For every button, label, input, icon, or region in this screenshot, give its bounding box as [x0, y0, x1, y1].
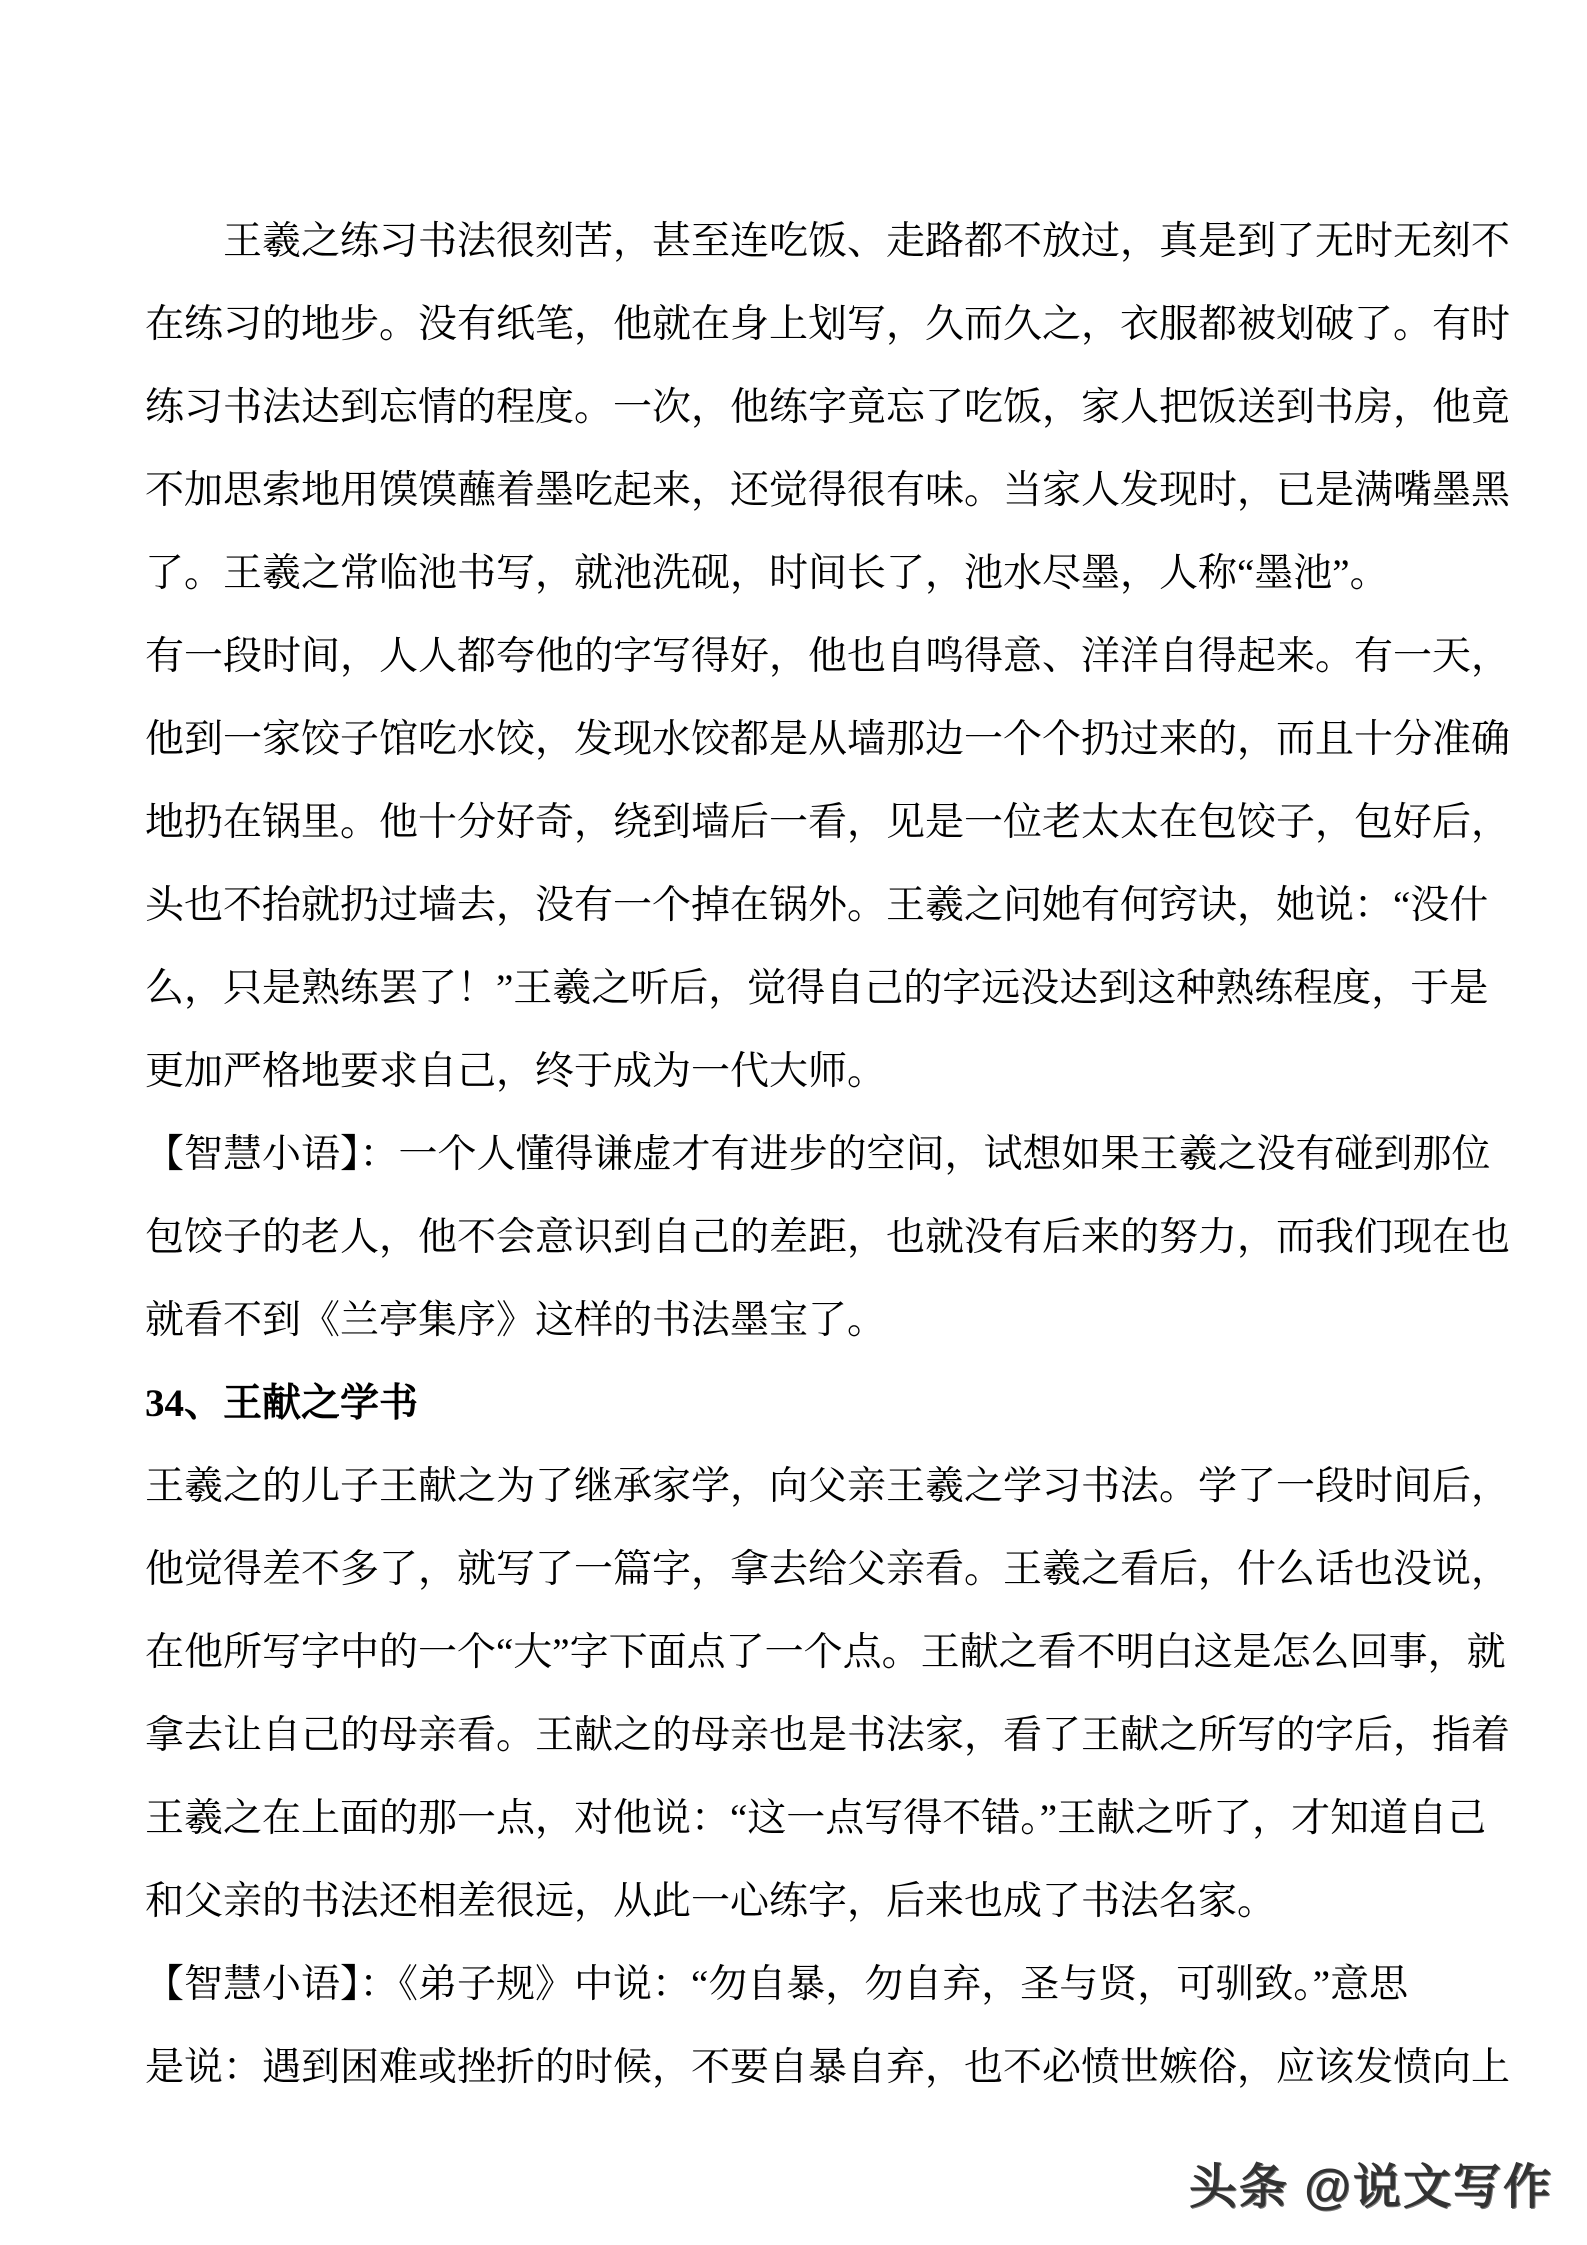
- text-line: 王羲之的儿子王献之为了继承家学，向父亲王羲之学习书法。学了一段时间后，: [145, 1465, 1511, 1508]
- text-line: 和父亲的书法还相差很远，从此一心练字，后来也成了书法名家。: [145, 1880, 1277, 1923]
- text-line: 就看不到《兰亭集序》这样的书法墨宝了。: [145, 1299, 887, 1342]
- text-line: 王羲之练习书法很刻苦，甚至连吃饭、走路都不放过，真是到了无时无刻不: [223, 220, 1511, 263]
- text-line: 他觉得差不多了，就写了一篇字，拿去给父亲看。王羲之看后，什么话也没说，: [145, 1548, 1511, 1591]
- text-line: 在练习的地步。没有纸笔，他就在身上划写，久而久之，衣服都被划破了。有时: [145, 303, 1511, 346]
- section-heading: 34、王献之学书: [145, 1382, 419, 1425]
- text-line: 拿去让自己的母亲看。王献之的母亲也是书法家，看了王献之所写的字后，指着: [145, 1714, 1511, 1757]
- text-line: 他到一家饺子馆吃水饺，发现水饺都是从墙那边一个个扔过来的，而且十分准确: [145, 718, 1511, 761]
- text-line: 在他所写字中的一个“大”字下面点了一个点。王献之看不明白这是怎么回事，就: [145, 1631, 1506, 1674]
- text-line: 了。王羲之常临池书写，就池洗砚，时间长了，池水尽墨，人称“墨池”。: [145, 552, 1389, 595]
- text-line: 是说：遇到困难或挫折的时候，不要自暴自弃，也不必愤世嫉俗，应该发愤向上: [145, 2046, 1511, 2089]
- text-line: 王羲之在上面的那一点，对他说：“这一点写得不错。”王献之听了，才知道自己: [145, 1797, 1487, 1840]
- text-line: 有一段时间，人人都夸他的字写得好，他也自鸣得意、洋洋自得起来。有一天，: [145, 635, 1511, 678]
- text-line: 练习书法达到忘情的程度。一次，他练字竟忘了吃饭，家人把饭送到书房，他竟: [145, 386, 1511, 429]
- text-line: 【智慧小语】：一个人懂得谦虚才有进步的空间，试想如果王羲之没有碰到那位: [145, 1133, 1491, 1176]
- document-body: [145, 200, 1525, 2109]
- text-line: 包饺子的老人，他不会意识到自己的差距，也就没有后来的努力，而我们现在也: [145, 1216, 1511, 1259]
- text-line: 【智慧小语】：《弟子规》中说：“勿自暴，勿自弃，圣与贤，可驯致。”意思: [145, 1963, 1409, 2006]
- text-line: 地扔在锅里。他十分好奇，绕到墙后一看，见是一位老太太在包饺子，包好后，: [145, 801, 1511, 844]
- text-line: 么，只是熟练罢了！”王羲之听后，觉得自己的字远没达到这种熟练程度，于是: [145, 967, 1489, 1010]
- text-line: 更加严格地要求自己，终于成为一代大师。: [145, 1050, 887, 1093]
- text-line: 不加思索地用馍馍蘸着墨吃起来，还觉得很有味。当家人发现时，已是满嘴墨黑: [145, 469, 1511, 512]
- watermark-toutiao: 头条 @说文写作: [1188, 2161, 1553, 2214]
- text-line: 头也不抬就扔过墙去，没有一个掉在锅外。王羲之问她有何窍诀，她说：“没什: [145, 884, 1489, 927]
